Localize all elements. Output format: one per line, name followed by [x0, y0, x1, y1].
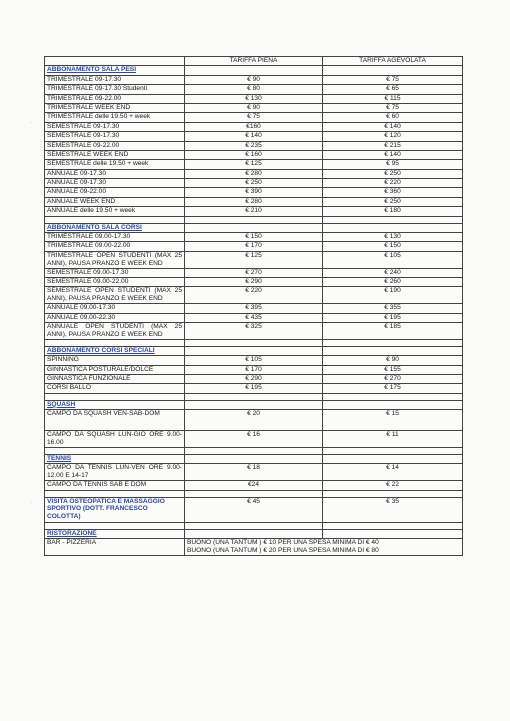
price-row	[45, 431, 463, 448]
visita-price-reduced: € 35	[323, 497, 463, 522]
price-reduced: € 11	[323, 431, 463, 448]
visita-price-full: € 45	[185, 497, 323, 522]
item-label: CAMPO DA TENNIS LUN-VEN ORE 9.00-12.00 E 14-17	[45, 464, 185, 481]
price-row	[45, 113, 463, 122]
price-row	[45, 268, 463, 277]
item-label: ANNUALE 09-17.30	[45, 169, 185, 178]
section-empty-cell	[185, 346, 323, 355]
price-reduced: € 190	[323, 287, 463, 304]
price-full: € 90	[185, 75, 323, 84]
price-row	[45, 94, 463, 103]
section-header-row	[45, 66, 463, 75]
blank-cell	[45, 393, 185, 400]
price-reduced: € 14	[323, 464, 463, 481]
price-full: € 270	[185, 268, 323, 277]
section-title: TENNIS	[45, 454, 185, 463]
item-label: ANNUALE OPEN STUDENTI (MAX 25 ANNI), PAUSA PRANZO E WEEK END	[45, 323, 185, 340]
price-reduced: € 250	[323, 197, 463, 206]
item-label: ANNUALE 09.00-17.30	[45, 304, 185, 313]
item-label: ANNUALE WEEK END	[45, 197, 185, 206]
price-reduced: € 140	[323, 122, 463, 131]
price-row	[45, 150, 463, 159]
item-label: SEMESTRALE 09-22.00	[45, 141, 185, 150]
price-reduced: € 60	[323, 113, 463, 122]
item-label: TRIMESTRALE 09-17.30 Studenti	[45, 85, 185, 94]
blank-cell	[323, 339, 463, 346]
section-empty-cell	[323, 223, 463, 232]
item-label: TRIMESTRALE WEEK END	[45, 103, 185, 112]
item-label: ANNUALE delle 19.50 + week	[45, 207, 185, 216]
scan-speck: ·	[30, 500, 32, 506]
header-tariffa-piena: TARIFFA PIENA	[185, 57, 323, 66]
item-label: TRIMESTRALE OPEN STUDENTI (MAX 25 ANNI), PAUSA PRANZO E WEEK END	[45, 251, 185, 268]
price-row	[45, 410, 463, 431]
item-label: ANNUALE 09-17.30	[45, 179, 185, 188]
price-full: € 160	[185, 150, 323, 159]
price-full: € 170	[185, 242, 323, 251]
price-row	[45, 242, 463, 251]
price-full: € 125	[185, 160, 323, 169]
price-full: € 280	[185, 197, 323, 206]
price-full: €160	[185, 122, 323, 131]
section-title: ABBONAMENTO SALA CORSI	[45, 223, 185, 232]
price-full: € 395	[185, 304, 323, 313]
price-row	[45, 188, 463, 197]
scan-speck: ·	[30, 120, 32, 126]
price-full: € 170	[185, 365, 323, 374]
item-label: TRIMESTRALE 09.00-17.30	[45, 233, 185, 242]
price-reduced: € 15	[323, 410, 463, 431]
price-full: € 20	[185, 410, 323, 431]
item-label: CAMPO DA TENNIS SAB E DOM	[45, 481, 185, 490]
visita-row	[45, 497, 463, 522]
price-full: € 140	[185, 132, 323, 141]
blank-cell	[185, 339, 323, 346]
item-label: GINNASTICA FUNZIONALE	[45, 374, 185, 383]
section-empty-cell	[323, 346, 463, 355]
item-label: SEMESTRALE OPEN STUDENTI (MAX 25 ANNI), PAUSA PRANZO E WEEK END	[45, 287, 185, 304]
price-reduced: € 155	[323, 365, 463, 374]
item-label: TRIMESTRALE 09-22.00	[45, 94, 185, 103]
blank-cell	[323, 216, 463, 223]
bar-pizzeria-label: BAR - PIZZERIA	[45, 538, 185, 555]
price-full: € 105	[185, 356, 323, 365]
item-label: GINNASTICA POSTURALE/DOLCE	[45, 365, 185, 374]
section-empty-cell	[323, 529, 463, 538]
item-label: SEMESTRALE 09-17.30	[45, 122, 185, 131]
price-reduced: € 75	[323, 75, 463, 84]
price-full: € 18	[185, 464, 323, 481]
blank-cell	[45, 216, 185, 223]
price-full: € 75	[185, 113, 323, 122]
ristorazione-row	[45, 538, 463, 555]
price-reduced: € 360	[323, 188, 463, 197]
price-row	[45, 233, 463, 242]
price-row	[45, 374, 463, 383]
voucher-cell	[185, 538, 463, 555]
section-empty-cell	[323, 66, 463, 75]
price-full: € 435	[185, 313, 323, 322]
section-title: RISTORAZIONE	[45, 529, 185, 538]
price-full: € 125	[185, 251, 323, 268]
blank-cell	[45, 490, 185, 497]
price-reduced: € 180	[323, 207, 463, 216]
price-row	[45, 313, 463, 322]
section-empty-cell	[185, 400, 323, 409]
price-row	[45, 356, 463, 365]
header-cell-empty	[45, 57, 185, 66]
item-label: CAMPO DA SQUASH VEN-SAB-DOM	[45, 410, 185, 431]
item-label: SEMESTRALE 09.00-22.00	[45, 278, 185, 287]
blank-cell	[323, 490, 463, 497]
item-label: TRIMESTRALE delle 19.50 + week	[45, 113, 185, 122]
blank-row	[45, 490, 463, 497]
blank-cell	[45, 522, 185, 529]
price-full: € 250	[185, 179, 323, 188]
price-full: € 195	[185, 384, 323, 393]
price-full: € 280	[185, 169, 323, 178]
price-full: € 290	[185, 278, 323, 287]
price-reduced: € 220	[323, 179, 463, 188]
price-reduced: € 115	[323, 94, 463, 103]
item-label: TRIMESTRALE 09-17.30	[45, 75, 185, 84]
blank-cell	[185, 447, 323, 454]
price-row	[45, 169, 463, 178]
blank-cell	[185, 522, 323, 529]
blank-cell	[323, 393, 463, 400]
price-reduced: € 270	[323, 374, 463, 383]
blank-row	[45, 393, 463, 400]
item-label: SEMESTRALE WEEK END	[45, 150, 185, 159]
item-label: SEMESTRALE delle 19.50 + week	[45, 160, 185, 169]
blank-cell	[45, 339, 185, 346]
blank-cell	[185, 490, 323, 497]
price-reduced: € 22	[323, 481, 463, 490]
price-row	[45, 207, 463, 216]
section-title: SQUASH	[45, 400, 185, 409]
price-row	[45, 384, 463, 393]
price-reduced: € 140	[323, 150, 463, 159]
visita-title: VISITA OSTEOPATICA E MASSAGGIO SPORTIVO (DOTT. FRANCESCO COLOTTA)	[45, 497, 185, 522]
item-label: SEMESTRALE 09.00-17.30	[45, 268, 185, 277]
price-full: € 130	[185, 94, 323, 103]
table-header-row	[45, 57, 463, 66]
price-row	[45, 464, 463, 481]
section-empty-cell	[323, 454, 463, 463]
price-full: € 90	[185, 103, 323, 112]
price-list-sheet	[44, 56, 462, 556]
price-row	[45, 278, 463, 287]
price-full: € 150	[185, 233, 323, 242]
price-full: € 220	[185, 287, 323, 304]
blank-row	[45, 522, 463, 529]
section-title: ABBONAMENTO CORSI SPECIALI	[45, 346, 185, 355]
item-label: SPINNING	[45, 356, 185, 365]
price-reduced: € 260	[323, 278, 463, 287]
price-row	[45, 122, 463, 131]
price-row	[45, 287, 463, 304]
price-row	[45, 481, 463, 490]
blank-cell	[185, 216, 323, 223]
section-title: ABBONAMENTO SALA PESI	[45, 66, 185, 75]
price-reduced: € 120	[323, 132, 463, 141]
section-header-row	[45, 400, 463, 409]
section-header-row	[45, 454, 463, 463]
price-reduced: € 150	[323, 242, 463, 251]
price-row	[45, 197, 463, 206]
price-row	[45, 75, 463, 84]
price-full: € 290	[185, 374, 323, 383]
price-full: €24	[185, 481, 323, 490]
item-label: SEMESTRALE 09-17.30	[45, 132, 185, 141]
price-row	[45, 304, 463, 313]
section-empty-cell	[323, 400, 463, 409]
section-empty-cell	[185, 223, 323, 232]
item-label: ANNUALE 09.00-22.30	[45, 313, 185, 322]
header-tariffa-agevolata: TARIFFA AGEVOLATA	[323, 57, 463, 66]
blank-row	[45, 216, 463, 223]
section-header-row	[45, 529, 463, 538]
price-full: € 390	[185, 188, 323, 197]
item-label: ANNUALE 09-22.00	[45, 188, 185, 197]
price-row	[45, 323, 463, 340]
price-reduced: € 250	[323, 169, 463, 178]
price-reduced: € 130	[323, 233, 463, 242]
price-reduced: € 175	[323, 384, 463, 393]
blank-row	[45, 447, 463, 454]
price-reduced: € 65	[323, 85, 463, 94]
section-header-row	[45, 223, 463, 232]
price-row	[45, 160, 463, 169]
price-row	[45, 141, 463, 150]
price-reduced: € 75	[323, 103, 463, 112]
price-reduced: € 90	[323, 356, 463, 365]
section-empty-cell	[185, 66, 323, 75]
item-label: CAMPO DA SQUASH LUN-GIO ORE 9.00-16.00	[45, 431, 185, 448]
section-empty-cell	[185, 529, 323, 538]
price-row	[45, 365, 463, 374]
price-reduced: € 95	[323, 160, 463, 169]
section-header-row	[45, 346, 463, 355]
price-row	[45, 132, 463, 141]
voucher-line-1: BUONO (UNA TANTUM ) € 10 PER UNA SPESA MINIMA DI € 40	[187, 538, 379, 546]
blank-cell	[45, 447, 185, 454]
price-row	[45, 85, 463, 94]
price-full: € 325	[185, 323, 323, 340]
blank-cell	[323, 447, 463, 454]
price-full: € 80	[185, 85, 323, 94]
price-reduced: € 185	[323, 323, 463, 340]
price-reduced: € 215	[323, 141, 463, 150]
price-reduced: € 195	[323, 313, 463, 322]
price-table	[44, 56, 463, 556]
blank-cell	[323, 522, 463, 529]
blank-row	[45, 339, 463, 346]
price-row	[45, 103, 463, 112]
price-full: € 210	[185, 207, 323, 216]
price-full: € 16	[185, 431, 323, 448]
price-row	[45, 251, 463, 268]
blank-cell	[185, 393, 323, 400]
voucher-line-2: BUONO (UNA TANTUM ) € 20 PER UNA SPESA MINIMA DI € 80	[187, 546, 379, 554]
price-reduced: € 105	[323, 251, 463, 268]
item-label: TRIMESTRALE 09.00-22.00	[45, 242, 185, 251]
item-label: CORSI BALLO	[45, 384, 185, 393]
price-row	[45, 179, 463, 188]
price-reduced: € 240	[323, 268, 463, 277]
section-empty-cell	[185, 454, 323, 463]
price-reduced: € 355	[323, 304, 463, 313]
price-full: € 235	[185, 141, 323, 150]
